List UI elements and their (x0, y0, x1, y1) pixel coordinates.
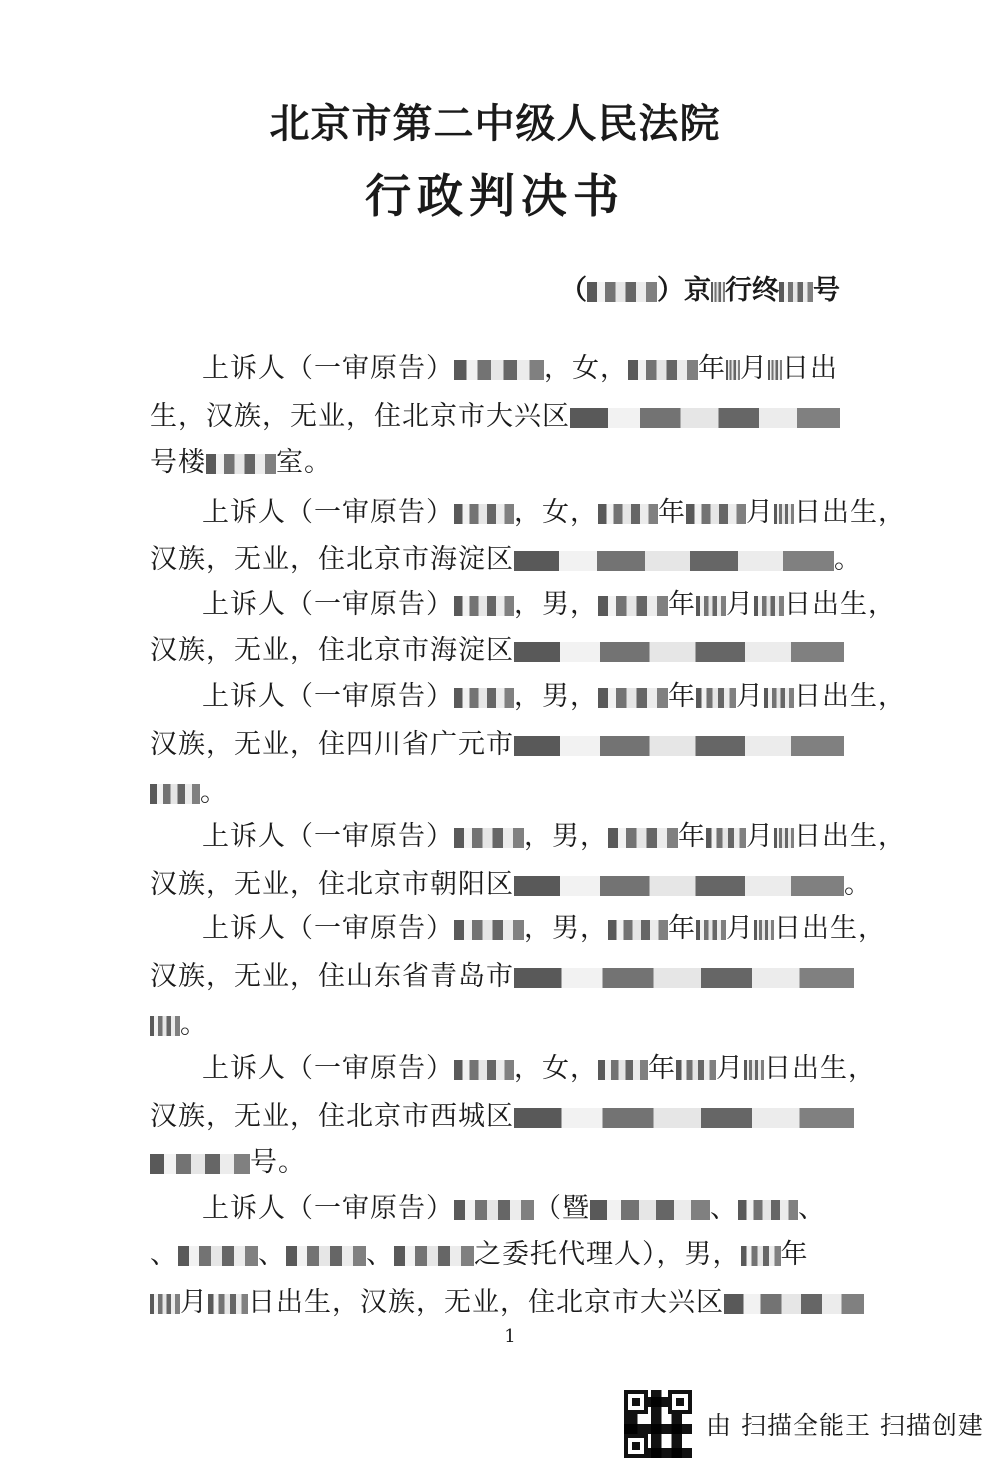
redaction (587, 282, 657, 302)
body-line (150, 770, 228, 809)
body-text: 上诉人（一审原告） (202, 497, 454, 528)
body-text: 、 (258, 1239, 286, 1270)
scanner-watermark (624, 1390, 984, 1458)
redaction (514, 968, 854, 988)
body-line (202, 1046, 876, 1085)
redaction (598, 596, 668, 616)
body-text: 上诉人（一审原告） (202, 1193, 454, 1224)
redaction (774, 828, 794, 848)
body-text: 月 (726, 589, 754, 620)
body-text: 、 (366, 1239, 394, 1270)
body-text: 生，汉族，无业，住北京市大兴区 (150, 401, 570, 432)
body-text: 。 (844, 869, 872, 900)
redaction (726, 360, 740, 380)
body-text: 之委托代理人），男， (474, 1239, 741, 1270)
redaction (514, 1108, 854, 1128)
redaction (696, 688, 736, 708)
redaction (150, 1016, 180, 1036)
body-text: 年 (668, 589, 696, 620)
redaction (454, 596, 514, 616)
body-text: 月 (746, 821, 774, 852)
redaction (454, 688, 514, 708)
body-text: ，女， (514, 497, 598, 528)
body-text: 月 (736, 681, 764, 712)
body-line (150, 1280, 864, 1319)
body-line (150, 722, 844, 761)
redaction (206, 454, 276, 474)
body-text: 年 (668, 681, 696, 712)
document-type: 行政判决书 (365, 169, 625, 223)
redaction (150, 1294, 180, 1314)
body-line (150, 1140, 306, 1179)
case-number-part: 行终 (725, 275, 779, 306)
body-line (150, 1094, 854, 1133)
body-text: 号。 (250, 1147, 306, 1178)
redaction (178, 1246, 258, 1266)
body-text: 月 (726, 913, 754, 944)
body-line (150, 440, 332, 479)
redaction (454, 360, 544, 380)
body-line (202, 1186, 826, 1225)
body-line (150, 628, 844, 667)
redaction (454, 1200, 534, 1220)
redaction (514, 551, 834, 571)
body-text: ，女， (514, 1053, 598, 1084)
body-text: 汉族，无业，住北京市海淀区 (150, 544, 514, 575)
body-text: 汉族，无业，住山东省青岛市 (150, 961, 514, 992)
body-text: ，男， (514, 681, 598, 712)
redaction (774, 504, 794, 524)
redaction (676, 1060, 716, 1080)
body-line (202, 490, 906, 529)
body-line (150, 1232, 809, 1271)
redaction (514, 642, 844, 662)
redaction (590, 1200, 710, 1220)
body-text: 日出 (782, 353, 838, 384)
body-text: 上诉人（一审原告） (202, 353, 454, 384)
redaction (598, 1060, 648, 1080)
redaction (514, 736, 844, 756)
body-text: （暨 (534, 1193, 590, 1224)
body-text: 室。 (276, 447, 332, 478)
body-text: 日出生， (794, 821, 906, 852)
body-line (202, 582, 896, 621)
body-text: 月 (180, 1287, 208, 1318)
redaction (768, 360, 782, 380)
body-text: 、 (798, 1193, 826, 1224)
redaction (208, 1294, 248, 1314)
page-number: 1 (504, 1326, 516, 1347)
body-text: 年 (648, 1053, 676, 1084)
body-line (202, 674, 906, 713)
body-line (150, 1002, 208, 1041)
body-text: 、 (150, 1239, 178, 1270)
body-line (202, 906, 886, 945)
body-text: 上诉人（一审原告） (202, 821, 454, 852)
body-text: 号楼 (150, 447, 206, 478)
body-text: 。 (180, 1009, 208, 1040)
redaction (696, 596, 726, 616)
redaction (724, 1294, 864, 1314)
body-text: 。 (200, 777, 228, 808)
body-line (202, 814, 906, 853)
redaction (779, 282, 813, 302)
redaction (286, 1246, 366, 1266)
body-text: 、 (710, 1193, 738, 1224)
body-line (202, 346, 838, 385)
body-text: 年 (668, 913, 696, 944)
body-text: 。 (834, 544, 862, 575)
body-line (150, 862, 872, 901)
body-text: 汉族，无业，住北京市西城区 (150, 1101, 514, 1132)
body-text: ，男， (524, 913, 608, 944)
redaction (570, 408, 840, 428)
body-line (150, 954, 854, 993)
body-text: 上诉人（一审原告） (202, 913, 454, 944)
redaction (150, 784, 200, 804)
body-text: 上诉人（一审原告） (202, 1053, 454, 1084)
redaction (764, 688, 794, 708)
body-text: 上诉人（一审原告） (202, 681, 454, 712)
body-text: 汉族，无业，住北京市海淀区 (150, 635, 514, 666)
redaction (711, 282, 725, 302)
body-text: 年 (678, 821, 706, 852)
body-text: 上诉人（一审原告） (202, 589, 454, 620)
body-text: 月 (746, 497, 774, 528)
case-number-part: 号 (813, 275, 840, 306)
redaction (608, 920, 668, 940)
body-line (150, 537, 862, 576)
body-text: 日出生， (774, 913, 886, 944)
case-number-part: （ (560, 275, 587, 306)
redaction (514, 876, 844, 896)
redaction (696, 920, 726, 940)
redaction (738, 1200, 798, 1220)
body-text: 年 (780, 1239, 809, 1270)
qr-code-icon (624, 1390, 692, 1458)
body-text: 月 (716, 1053, 744, 1084)
redaction (454, 1060, 514, 1080)
redaction (608, 828, 678, 848)
redaction (598, 504, 658, 524)
redaction (454, 828, 524, 848)
body-text: 日出生， (764, 1053, 876, 1084)
redaction (706, 828, 746, 848)
body-text: ，女， (544, 353, 628, 384)
redaction (741, 1246, 781, 1266)
redaction (150, 1154, 250, 1174)
redaction (598, 688, 668, 708)
body-text: ，男， (514, 589, 598, 620)
watermark-text: 由 扫描全能王 扫描创建 (706, 1411, 984, 1440)
redaction (754, 596, 784, 616)
body-text: 汉族，无业，住四川省广元市 (150, 729, 514, 760)
body-text: 汉族，无业，住北京市朝阳区 (150, 869, 514, 900)
body-text: 月 (740, 353, 768, 384)
case-number (560, 268, 840, 307)
body-text: 日出生，汉族，无业，住北京市大兴区 (248, 1287, 724, 1318)
body-line (150, 394, 840, 433)
body-text: 日出生， (794, 497, 906, 528)
body-text: 日出生， (794, 681, 906, 712)
body-text: 年 (698, 353, 726, 384)
body-text: 年 (658, 497, 686, 528)
body-text: 日出生， (784, 589, 896, 620)
redaction (744, 1060, 764, 1080)
redaction (454, 504, 514, 524)
redaction (754, 920, 774, 940)
court-name: 北京市第二中级人民法院 (269, 100, 721, 147)
body-text: ，男， (524, 821, 608, 852)
redaction (394, 1246, 474, 1266)
redaction (628, 360, 698, 380)
case-number-part: ）京 (657, 275, 711, 306)
redaction (454, 920, 524, 940)
redaction (686, 504, 746, 524)
